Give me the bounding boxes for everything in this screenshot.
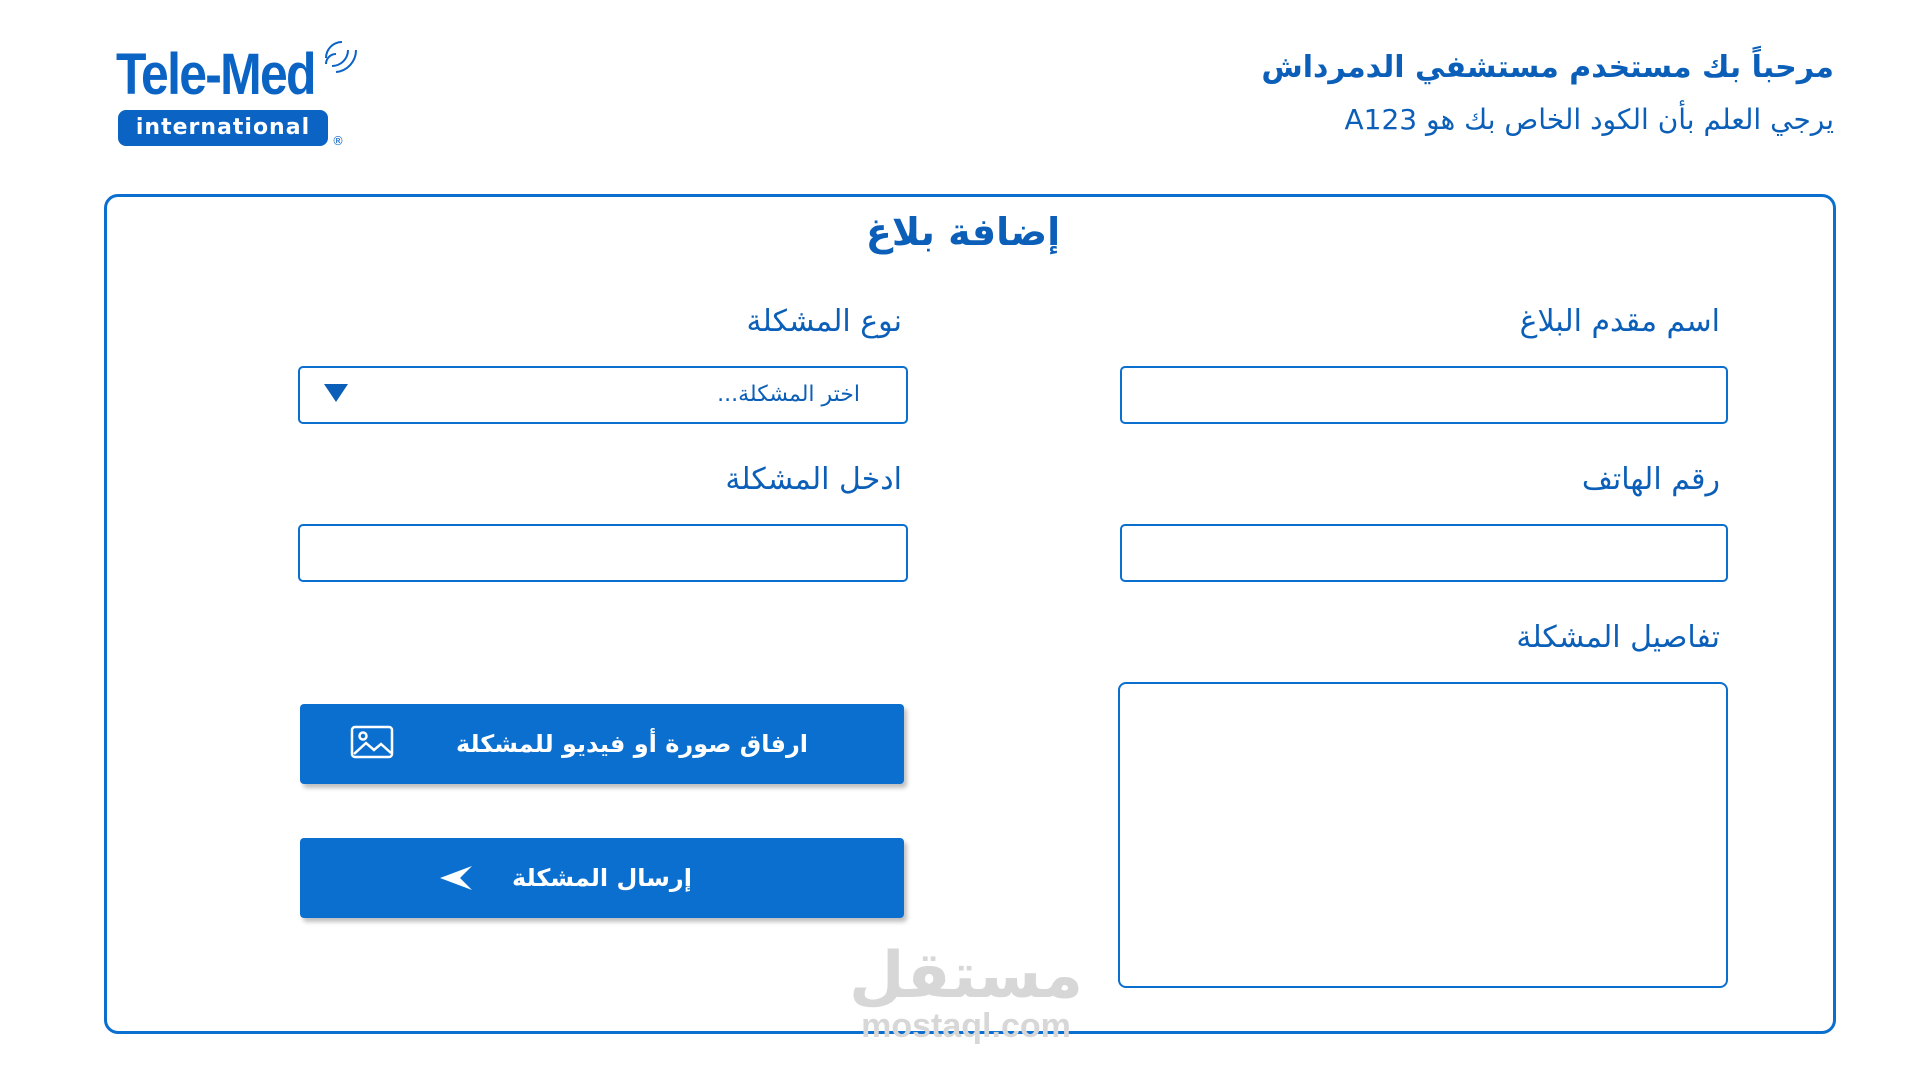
problem-type-label: نوع المشكلة: [746, 304, 902, 339]
problem-type-selected: اختر المشكلة...: [717, 382, 860, 407]
attach-media-button[interactable]: [300, 704, 904, 784]
image-icon: [350, 724, 394, 760]
watermark-arabic: مستقل: [848, 939, 1084, 1013]
reporter-name-input[interactable]: [1120, 366, 1728, 424]
problem-type-select[interactable]: [298, 366, 908, 424]
submit-problem-button[interactable]: [300, 838, 904, 918]
send-icon: [438, 864, 474, 892]
form-title: إضافة بلاغ: [865, 210, 1061, 254]
welcome-header: [1261, 48, 1834, 140]
phone-label: رقم الهاتف: [1581, 462, 1720, 497]
details-textarea[interactable]: [1118, 682, 1728, 988]
logo-tagline: international: [118, 110, 328, 146]
details-label: تفاصيل المشكلة: [1516, 620, 1720, 655]
mostaql-watermark: [846, 939, 1086, 1045]
problem-input-label: ادخل المشكلة: [725, 462, 902, 497]
welcome-title: مرحباً بك مستخدم مستشفي الدمرداش: [1261, 50, 1834, 85]
logo-brand-text: Tele-Med: [116, 42, 315, 107]
tele-med-logo: [116, 36, 356, 152]
user-code-notice: يرجي العلم بأن الكود الخاص بك هو A123: [1344, 103, 1834, 136]
reporter-name-label: اسم مقدم البلاغ: [1519, 304, 1720, 339]
problem-input[interactable]: [298, 524, 908, 582]
attach-media-label: ارفاق صورة أو فيديو للمشكلة: [455, 730, 809, 758]
submit-problem-label: إرسال المشكلة: [512, 864, 692, 892]
phone-input[interactable]: [1120, 524, 1728, 582]
watermark-latin: mostaql.com: [861, 1007, 1071, 1045]
registered-mark: ®: [332, 134, 344, 148]
dropdown-arrow-icon[interactable]: [324, 384, 348, 402]
signal-waves-icon: [320, 36, 360, 76]
